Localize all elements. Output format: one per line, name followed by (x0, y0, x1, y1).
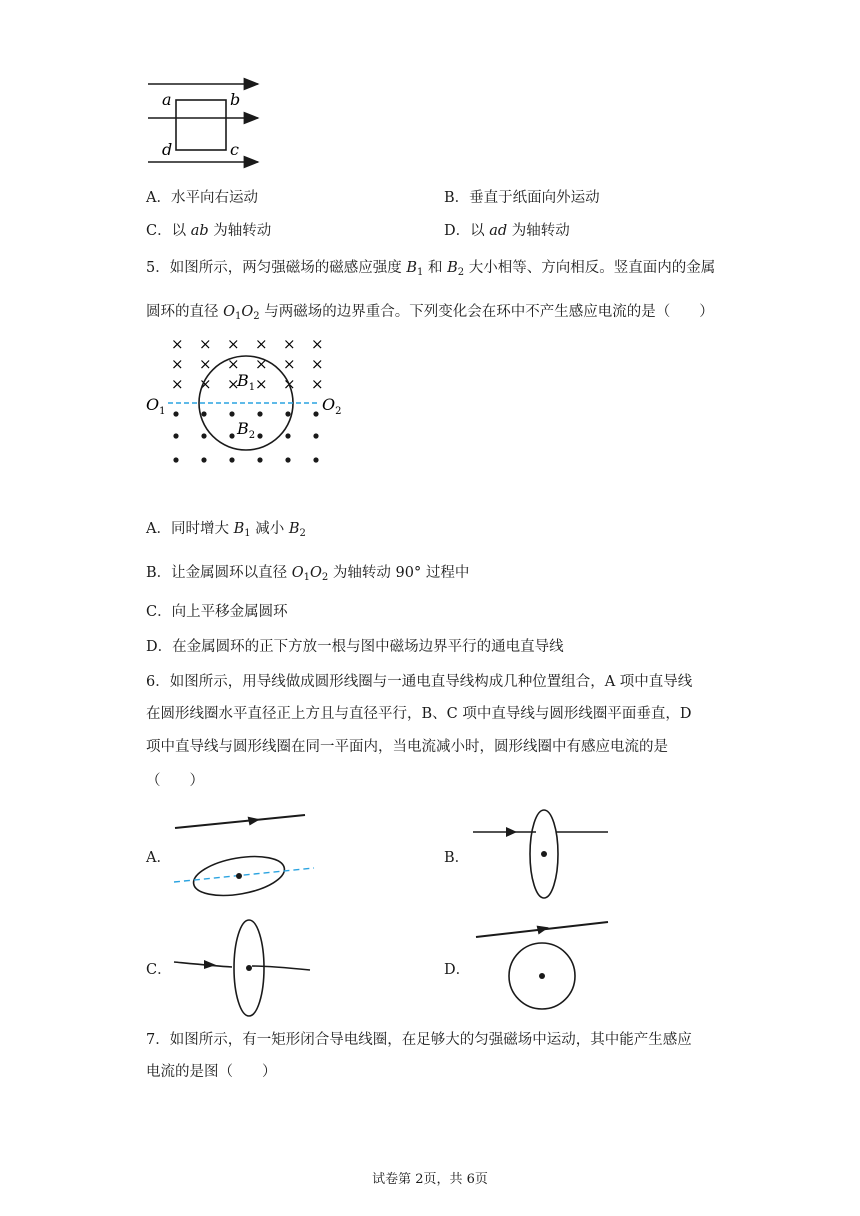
q5-field-dot (201, 433, 206, 438)
q4-figure (140, 70, 270, 170)
q5-label-o2: $O_2$ (322, 395, 342, 417)
q5-field-dot (313, 457, 318, 462)
q5-field-dot (229, 433, 234, 438)
q6-stem-line1: 6．如图所示，用导线做成圆形线圈与一通电直导线构成几种位置组合，A 项中直导线 (146, 674, 693, 690)
q5-label-o1: $O_1$ (146, 395, 166, 417)
q5-field-cross: × (227, 335, 240, 353)
q5-field-cross: × (255, 375, 268, 393)
q4-option-b[interactable]: B．垂直于纸面向外运动 (444, 190, 600, 206)
q5-stem-line2: 圆环的直径 $O_1O_2$ 与两磁场的边界重合。下列变化会在环中不产生感应电流的是（ ） (146, 304, 714, 322)
q6-option-c-figure[interactable] (170, 916, 320, 1016)
q5-field-dot (173, 411, 178, 416)
q5-field-dot (257, 411, 262, 416)
q5-field-cross: × (311, 375, 324, 393)
q6-option-d-label[interactable]: D． (444, 962, 471, 978)
q4-option-d[interactable]: D．以 ad 为轴转动 (444, 223, 570, 239)
q5-field-cross: × (283, 335, 296, 353)
q5-option-a[interactable]: A．同时增大 $B_1$ 减小 $B_2$ (146, 521, 306, 539)
q5-figure (140, 330, 350, 480)
q5-field-cross: × (199, 335, 212, 353)
q6-option-c-label[interactable]: C． (146, 962, 172, 978)
q5-label-b2: $B_2$ (237, 419, 256, 441)
q6-stem-line2: 在圆形线圈水平直径正上方且与直径平行，B、C 项中直导线与圆形线圈平面垂直，D (146, 706, 692, 722)
q5-field-dot (229, 457, 234, 462)
q5-field-cross: × (255, 355, 268, 373)
q5-field-dot (201, 457, 206, 462)
q5-field-dot (173, 457, 178, 462)
q5-option-b[interactable]: B．让金属圆环以直径 $O_1O_2$ 为轴转动 90° 过程中 (146, 565, 470, 583)
q6-stem-line4: （ ） (146, 773, 204, 789)
q5-field-dot (285, 433, 290, 438)
q5-field-cross: × (311, 335, 324, 353)
q5-stem-line1: 5．如图所示，两匀强磁场的磁感应强度 $B_1$ 和 $B_2$ 大小相等、方向相反。竖直面内的金属 (146, 260, 716, 278)
q4-option-a[interactable]: A．水平向右运动 (146, 190, 258, 206)
q5-label-b1: $B_1$ (237, 371, 256, 393)
q5-field-cross: × (283, 355, 296, 373)
q4-label-b: b (230, 90, 241, 109)
q5-field-dot (313, 433, 318, 438)
q5-field-cross: × (171, 355, 184, 373)
q5-field-cross: × (283, 375, 296, 393)
q6-option-a-figure[interactable] (170, 808, 320, 898)
q5-field-dot (201, 411, 206, 416)
q5-field-cross: × (227, 355, 240, 373)
q5-field-cross: × (171, 335, 184, 353)
q7-stem-line2: 电流的是图（ ） (146, 1064, 277, 1080)
q5-field-cross: × (255, 335, 268, 353)
q4-coil-abcd (176, 100, 226, 150)
q6-option-d-figure[interactable] (470, 910, 615, 1020)
q5-field-dot (257, 457, 262, 462)
q5-field-cross: × (311, 355, 324, 373)
q5-field-dot (313, 411, 318, 416)
q5-field-cross: × (171, 375, 184, 393)
q4-option-c[interactable]: C．以 ab 为轴转动 (146, 223, 272, 239)
q5-option-d[interactable]: D．在金属圆环的正下方放一根与图中磁场边界平行的通电直导线 (146, 639, 564, 655)
q5-field-dot (285, 411, 290, 416)
q6-stem-line3: 项中直导线与圆形线圈在同一平面内，当电流减小时，圆形线圈中有感应电流的是 (146, 739, 668, 755)
q7-stem-line1: 7．如图所示，有一矩形闭合导电线圈，在足够大的匀强磁场中运动，其中能产生感应 (146, 1032, 692, 1048)
q5-field-cross: × (199, 375, 212, 393)
q6-option-b-label[interactable]: B． (444, 850, 470, 866)
q5-field-dot (257, 433, 262, 438)
q4-label-d: d (162, 140, 173, 159)
q5-field-dot (229, 411, 234, 416)
q6-option-b-figure[interactable] (470, 806, 615, 876)
q5-field-dot (285, 457, 290, 462)
q5-field-cross: × (199, 355, 212, 373)
q4-label-c: c (230, 140, 239, 159)
page-footer: 试卷第 2页，共 6页 (372, 1172, 488, 1187)
q6-option-a-label[interactable]: A． (146, 850, 171, 866)
q5-field-dot (173, 433, 178, 438)
q5-field-cross: × (227, 375, 240, 393)
q5-option-c[interactable]: C．向上平移金属圆环 (146, 604, 288, 620)
q4-label-a: a (162, 90, 172, 109)
